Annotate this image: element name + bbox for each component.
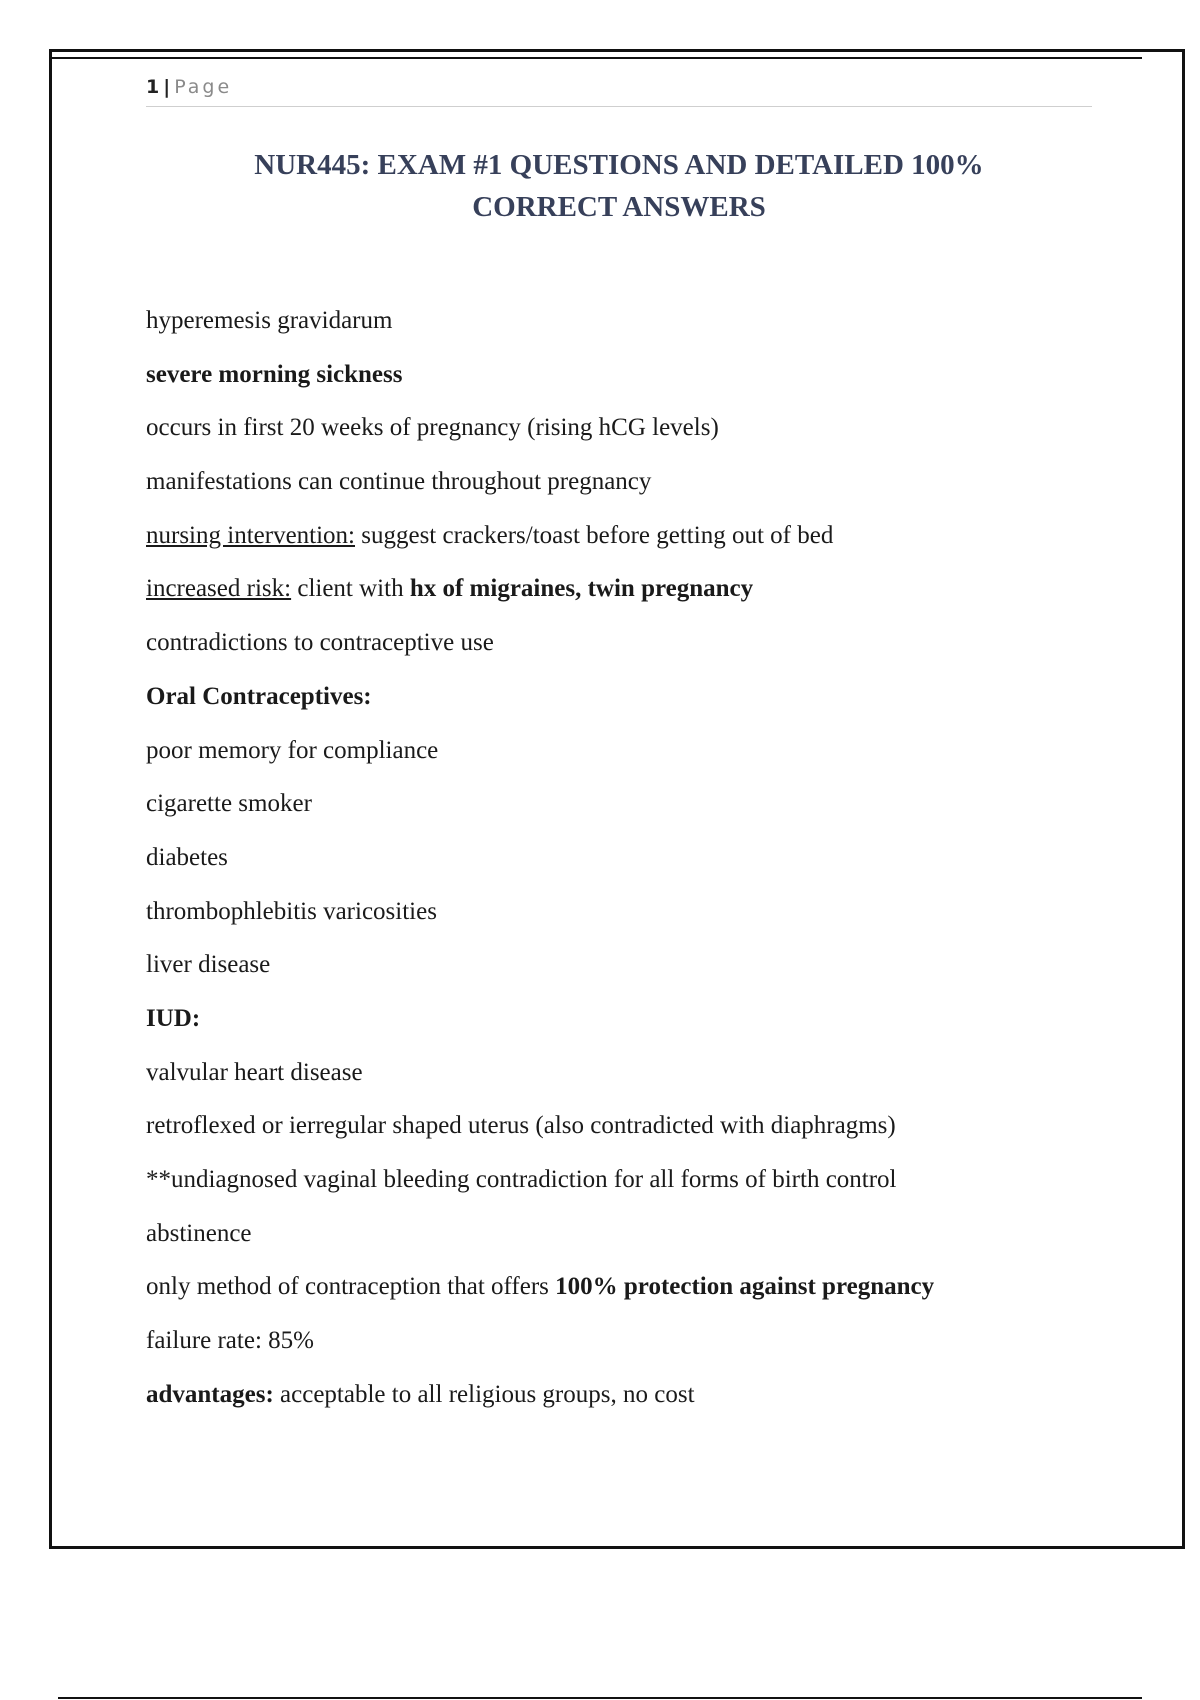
document-title-line-2: CORRECT ANSWERS xyxy=(472,191,766,223)
note-failure-rate: failure rate: 85% xyxy=(146,1327,314,1355)
page-header-separator: | xyxy=(163,76,171,98)
list-item-thrombophlebitis: thrombophlebitis varicosities xyxy=(146,897,437,925)
term-abstinence: abstinence xyxy=(146,1219,252,1247)
increased-risk-text: client with xyxy=(291,575,410,603)
note-undiagnosed-bleeding: **undiagnosed vaginal bleeding contradiction for all forms of birth control xyxy=(146,1166,897,1193)
document-title-line-1: NUR445: EXAM #1 QUESTIONS AND DETAILED 100% xyxy=(254,149,984,181)
abstinence-definition-line xyxy=(146,1262,1092,1316)
term-contraceptive-contradictions: contradictions to contraceptive use xyxy=(146,629,494,657)
list-item-diabetes: diabetes xyxy=(146,843,228,871)
definition-severe-morning-sickness: severe morning sickness xyxy=(146,360,403,388)
advantages-line xyxy=(146,1370,1092,1424)
list-item-liver-disease: liver disease xyxy=(146,951,271,979)
list-item-retroflexed-uterus: retroflexed or ierregular shaped uterus (also contradicted with diaphragms) xyxy=(146,1112,896,1140)
advantages-text: acceptable to all religious groups, no cost xyxy=(273,1380,695,1408)
page-header xyxy=(146,74,1092,107)
page-number: 1 xyxy=(146,76,160,98)
list-item-valvular-heart-disease: valvular heart disease xyxy=(146,1058,363,1086)
increased-risk-line xyxy=(146,564,1092,618)
page-header-label: Page xyxy=(174,76,233,98)
note-first-20-weeks: occurs in first 20 weeks of pregnancy (rising hCG levels) xyxy=(146,414,719,442)
section-oral-contraceptives: Oral Contraceptives: xyxy=(146,682,372,710)
increased-risk-label: increased risk: xyxy=(146,575,292,603)
nursing-intervention-line xyxy=(146,511,1092,565)
increased-risk-bold: hx of migraines, twin pregnancy xyxy=(409,575,754,603)
term-hyperemesis: hyperemesis gravidarum xyxy=(146,307,393,334)
list-item-poor-memory: poor memory for compliance xyxy=(146,736,439,764)
document-body xyxy=(146,296,1092,1423)
nursing-intervention-label: nursing intervention: xyxy=(146,521,355,549)
abstinence-definition-text: only method of contraception that offers xyxy=(146,1273,556,1301)
document-title xyxy=(146,144,1092,228)
next-page-top-rule xyxy=(58,1697,1142,1699)
section-iud: IUD: xyxy=(146,1004,201,1032)
list-item-cigarette-smoker: cigarette smoker xyxy=(146,790,312,818)
page-border-top-rule xyxy=(49,57,1142,59)
nursing-intervention-text: suggest crackers/toast before getting out of bed xyxy=(355,521,834,549)
abstinence-definition-bold: 100% protection against pregnancy xyxy=(555,1273,935,1301)
advantages-label: advantages: xyxy=(146,1380,274,1408)
note-manifestations: manifestations can continue throughout pregnancy xyxy=(146,468,652,496)
